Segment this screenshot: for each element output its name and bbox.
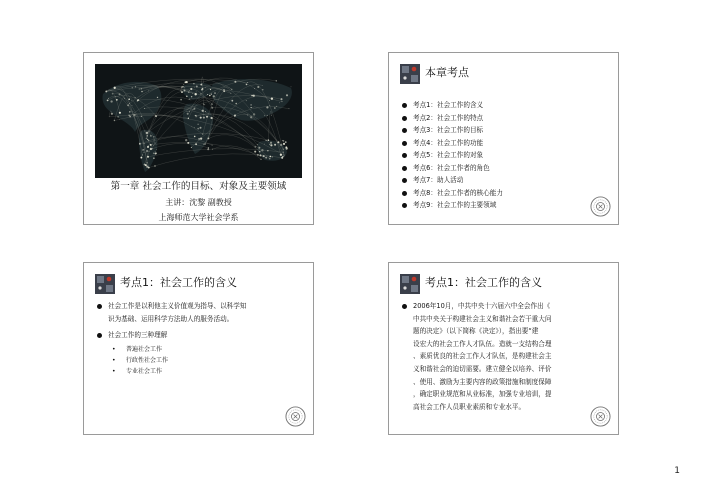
city-light [182,86,184,88]
city-light [204,104,205,105]
city-light [148,167,150,169]
city-light [199,99,200,100]
understanding-heading [108,329,167,342]
city-light [195,115,196,116]
city-light [112,93,113,94]
city-light [214,92,216,94]
university-seal-icon [590,196,611,217]
city-light [110,100,112,102]
city-light [187,111,188,112]
text-line: 高社会工作人员职业素质和专业水平。 [413,402,526,411]
list-item: 考点9：社会工作的主要领域 [399,199,503,212]
city-light [212,149,213,150]
city-light [143,149,145,151]
city-light [144,152,145,153]
city-light [286,147,288,149]
city-light [132,105,133,106]
slide-logo-icon [95,274,115,294]
list-item: 考点2：社会工作的特点 [399,112,503,125]
city-light [183,84,184,85]
text-line: 义和谐社会的迫切需要。建立健全以培养、评价 [413,364,552,373]
city-light [283,143,285,145]
city-light [264,144,265,145]
city-light [276,106,277,107]
city-light [270,142,272,144]
city-light [194,127,195,128]
points-list [399,99,503,212]
city-light [137,101,138,102]
definition-paragraph [108,300,246,325]
city-light [272,156,273,157]
city-light [197,124,198,125]
city-light [285,141,286,142]
city-light [260,152,261,153]
list-item: 考点1：社会工作的含义 [399,99,503,112]
city-light [185,81,187,83]
city-light [209,95,211,97]
slide-definition [83,262,314,435]
city-light [131,100,132,101]
slide-heading: 考点1：社会工作的含义 [120,276,237,289]
city-light [147,146,149,148]
world-network-map-image [95,64,302,178]
city-light [128,98,130,100]
city-light [193,83,195,85]
institution-text: 上海师范大学社会学系 [158,213,239,222]
city-light [157,97,158,98]
city-light [200,117,202,119]
city-light [211,93,212,94]
city-light [197,128,199,130]
list-item: 考点3：社会工作的目标 [399,124,503,137]
city-light [280,154,282,156]
sub-item: • 普遍社会工作 [112,345,162,355]
sub-item: • 专业社会工作 [112,367,162,377]
university-seal-icon [590,406,611,427]
slide-logo-icon [400,274,420,294]
bullet-dot [402,304,407,309]
policy-paragraph [413,300,551,413]
city-light [203,144,204,145]
city-light [194,136,196,138]
bullet-dot [97,333,102,338]
city-light [185,139,187,141]
city-light [111,113,113,115]
city-light [196,92,197,93]
city-light [186,95,188,97]
city-light [210,89,211,90]
city-light [253,113,255,115]
city-light [145,164,147,166]
city-light [180,99,182,101]
city-light [153,153,155,155]
city-light [187,113,189,115]
slide-heading: 本章考点 [425,66,469,79]
city-light [262,89,263,90]
list-item: 考点7：助人活动 [399,174,503,187]
city-light [155,151,156,152]
city-light [284,156,285,157]
text-line: 2006年10月，中共中央十六届六中全会作出《 [413,302,551,310]
city-light [156,153,157,154]
city-light [117,116,118,117]
city-light [267,115,268,116]
city-light [286,149,287,150]
city-light [269,144,270,145]
list-item: 考点8：社会工作者的核心能力 [399,187,503,200]
slide-title-text: 第一章 社会工作的目标、对象及主要领域 [110,181,287,192]
text-line: 社会工作是以利他主义价值观为指导、以科学知 [108,302,247,310]
text-line: 社会工作的三种理解 [108,331,168,339]
city-light [235,103,237,105]
city-light [141,157,143,159]
city-light [146,138,147,139]
list-item: 考点4：社会工作的功能 [399,137,503,150]
city-light [191,96,192,97]
city-light [286,94,288,96]
list-item: 考点6：社会工作者的角色 [399,162,503,175]
text-line: 、素质优良的社会工作人才队伍，是构建社会主 [413,352,552,361]
city-light [250,104,252,106]
city-light [246,100,247,101]
city-light [150,148,152,150]
city-light [196,86,198,88]
city-light [200,127,202,129]
text-line: 中共中央关于构建社会主义和谐社会若干重大问 [413,314,552,323]
text-line: ，确定职业规范和从业标准，加强专业培训，提 [413,390,552,399]
city-light [283,140,285,142]
slide-heading: 考点1：社会工作的含义 [425,276,542,289]
slide-chapter-points [388,52,619,225]
city-light [195,116,197,118]
bullet-dot [97,304,102,309]
sub-item: • 行政性社会工作 [112,356,168,366]
page-number: 1 [674,466,680,476]
city-light [141,116,142,117]
city-light [153,157,155,159]
city-light [291,86,292,87]
city-light [274,144,276,146]
city-light [189,90,190,91]
university-seal-icon [285,406,306,427]
text-line: 识为基础、运用科学方法助人的服务活动。 [108,314,234,323]
city-light [274,107,276,109]
city-light [213,95,215,97]
city-light [204,143,205,144]
city-light [135,86,136,87]
city-light [279,102,280,103]
slide-logo-icon [400,64,420,84]
city-light [282,140,283,141]
text-line: 、使用、激励为主要内容的政策措施和制度保障 [413,377,552,386]
list-item: 考点5：社会工作的对象 [399,149,503,162]
slide-policy [388,262,619,435]
city-light [269,156,271,158]
city-light [200,137,202,139]
city-light [231,100,233,102]
city-light [254,151,256,153]
text-line: 设宏大的社会工作人才队伍。造就一支结构合理 [413,339,552,348]
text-line: 题的决定》（以下简称《决定》），指出要“建 [413,327,539,336]
slide-title [83,52,314,225]
city-light [192,126,193,127]
city-light [264,115,265,116]
lecturer-text: 主讲：沈黎 副教授 [165,198,232,207]
city-light [139,88,140,89]
city-light [180,90,181,91]
city-light [156,149,157,150]
